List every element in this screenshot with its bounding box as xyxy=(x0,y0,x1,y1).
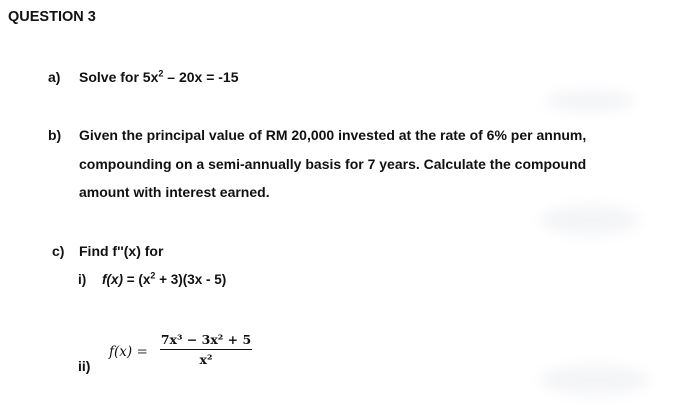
part-c xyxy=(52,243,163,259)
part-c-ii-equals: = xyxy=(132,344,148,360)
part-c-ii-fraction xyxy=(158,332,254,367)
part-a-exponent: 2 xyxy=(158,68,164,79)
part-b-line-3: amount with interest earned. xyxy=(79,184,270,200)
part-a xyxy=(48,69,239,85)
part-c-i-label: i) xyxy=(78,272,87,287)
part-c-ii-label: ii) xyxy=(78,358,91,374)
background-smudge xyxy=(545,90,635,112)
background-smudge xyxy=(540,205,640,235)
part-b-line1-text: Given the principal value of RM 20,000 invested at the rate of 6% per annum, xyxy=(79,127,587,143)
question-title: QUESTION 3 xyxy=(8,9,96,25)
part-c-i-lhs: f(x) xyxy=(102,272,123,287)
part-c-label: c) xyxy=(52,243,65,259)
background-smudge xyxy=(540,365,650,395)
part-c-i-exponent: 2 xyxy=(150,270,156,281)
part-a-text-suffix: – 20x = -15 xyxy=(163,69,239,85)
part-a-text-prefix: Solve for 5x xyxy=(79,69,159,85)
part-c-ii-lhs xyxy=(109,344,148,360)
part-b-line-2: compounding on a semi-annually basis for 7 years. Calculate the compound xyxy=(79,156,587,172)
part-c-ii-function: f(x) xyxy=(109,344,133,360)
part-c-i xyxy=(78,272,226,287)
part-c-i-rhs-prefix: = (x xyxy=(123,272,151,287)
part-c-text: Find f''(x) for xyxy=(79,243,164,259)
part-b-label: b) xyxy=(48,127,62,143)
fraction-numerator: 7x³ − 3x² + 5 xyxy=(160,332,252,347)
part-b-line-1 xyxy=(48,127,586,143)
fraction-denominator: x² xyxy=(199,352,213,367)
part-a-label: a) xyxy=(48,69,61,85)
part-c-i-rhs-suffix: + 3)(3x - 5) xyxy=(155,272,227,287)
